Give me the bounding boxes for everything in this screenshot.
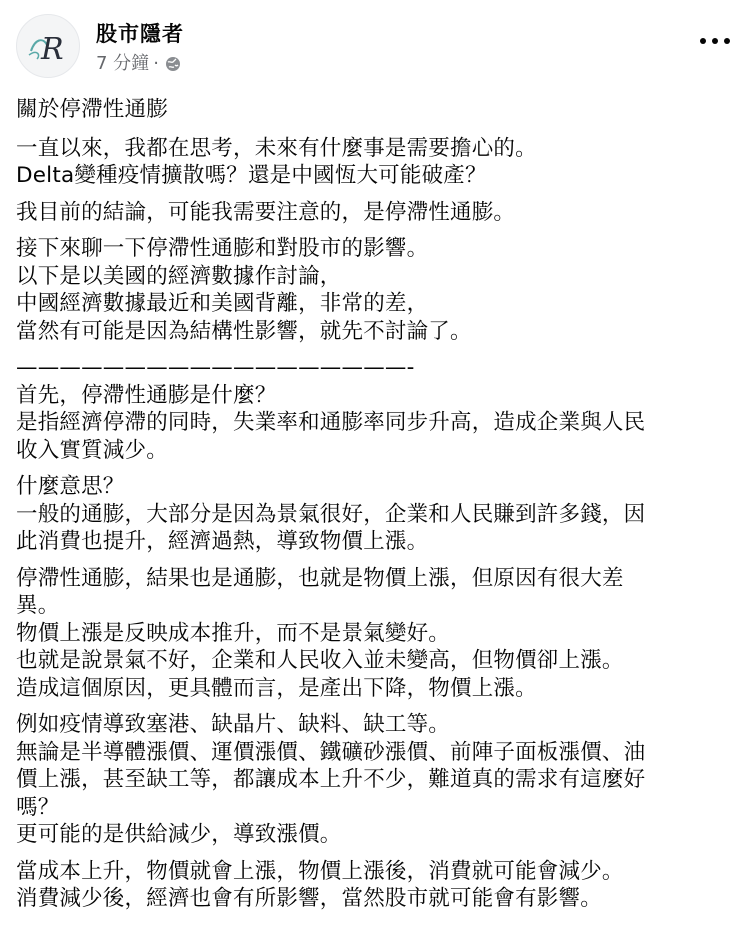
post-line: 以下是以美國的經濟數據作討論， <box>16 263 342 289</box>
post-paragraph <box>16 711 734 849</box>
post-line: 什麼意思？ <box>16 474 125 499</box>
post-line: 造成這個原因，更具體而言，是產出下降，物價上漲。 <box>16 675 537 701</box>
post-title: 關於停滯性通膨 <box>16 97 168 122</box>
post-line: ——————————————————- <box>16 355 415 380</box>
post-line: 物價上漲是反映成本推升，而不是景氣變好。 <box>16 620 451 646</box>
post-line: 消費減少後，經濟也會有所影響，當然股市就可能會有影響。 <box>16 886 602 911</box>
post-line: 例如疫情導致塞港、缺晶片、缺料、缺工等。 <box>16 712 451 737</box>
post-line: 我目前的結論，可能我需要注意的，是停滯性通膨。 <box>16 199 516 225</box>
post-line: 異。 <box>16 593 60 618</box>
post-line: 停滯性通膨，結果也是通膨，也就是物價上漲，但原因有很大差 <box>16 565 624 591</box>
post-line: 當成本上升，物價就會上漲，物價上漲後，消費就可能會減少。 <box>16 858 624 884</box>
dot-icon <box>724 38 730 44</box>
globe-icon[interactable] <box>165 56 181 72</box>
post-line: 一直以來，我都在思考，未來有什麼事是需要擔心的。 <box>16 135 537 161</box>
post-paragraph <box>16 565 734 703</box>
post-line: 此消費也提升，經濟過熱，導致物價上漲。 <box>16 529 429 554</box>
post-paragraphs <box>16 135 734 913</box>
post-paragraph <box>16 199 734 227</box>
post-line: 接下來聊一下停滯性通膨和對股市的影響。 <box>16 236 429 261</box>
timestamp[interactable]: 7 分鐘 <box>96 53 150 74</box>
post-line: 當然有可能是因為結構性影響，就先不討論了。 <box>16 318 472 344</box>
post-line: Delta變種疫情擴散嗎？還是中國恆大可能破產？ <box>16 163 487 188</box>
post-header <box>0 0 750 90</box>
post-paragraph <box>16 235 734 345</box>
post-line: 無論是半導體漲價、運價漲價、鐵礦砂漲價、前陣子面板漲價、油 <box>16 739 646 765</box>
dot-icon <box>700 38 706 44</box>
post-line: 一般的通膨，大部分是因為景氣很好，企業和人民賺到許多錢，因 <box>16 501 646 527</box>
dot-icon <box>712 38 718 44</box>
post-line: 收入實質減少。 <box>16 437 168 463</box>
post-line: 嗎？ <box>16 794 60 820</box>
post-paragraph <box>16 354 734 464</box>
post-paragraph <box>16 135 734 190</box>
post-line: 更可能的是供給減少，導致漲價。 <box>16 822 342 847</box>
post-paragraph <box>16 473 734 556</box>
post-line: 中國經濟數據最近和美國背離，非常的差， <box>16 291 429 316</box>
post-line: 也就是說景氣不好，企業和人民收入並未變高，但物價卻上漲。 <box>16 648 624 673</box>
post-paragraph <box>16 858 734 913</box>
post-meta <box>96 52 181 76</box>
post-line: 是指經濟停滯的同時，失業率和通膨率同步升高，造成企業與人民 <box>16 410 646 435</box>
post-line: 價上漲，甚至缺工等，都讓成本上升不少，難道真的需求有這麼好 <box>16 767 646 792</box>
author-name[interactable]: 股市隱者 <box>96 22 184 46</box>
avatar-logo-icon <box>17 15 81 79</box>
avatar[interactable] <box>16 14 80 78</box>
avatar-letter: R <box>41 32 64 67</box>
post-line: 首先，停滯性通膨是什麼？ <box>16 382 277 408</box>
post-body <box>16 96 734 922</box>
meta-separator: · <box>153 53 159 74</box>
more-options-button[interactable] <box>700 26 730 56</box>
